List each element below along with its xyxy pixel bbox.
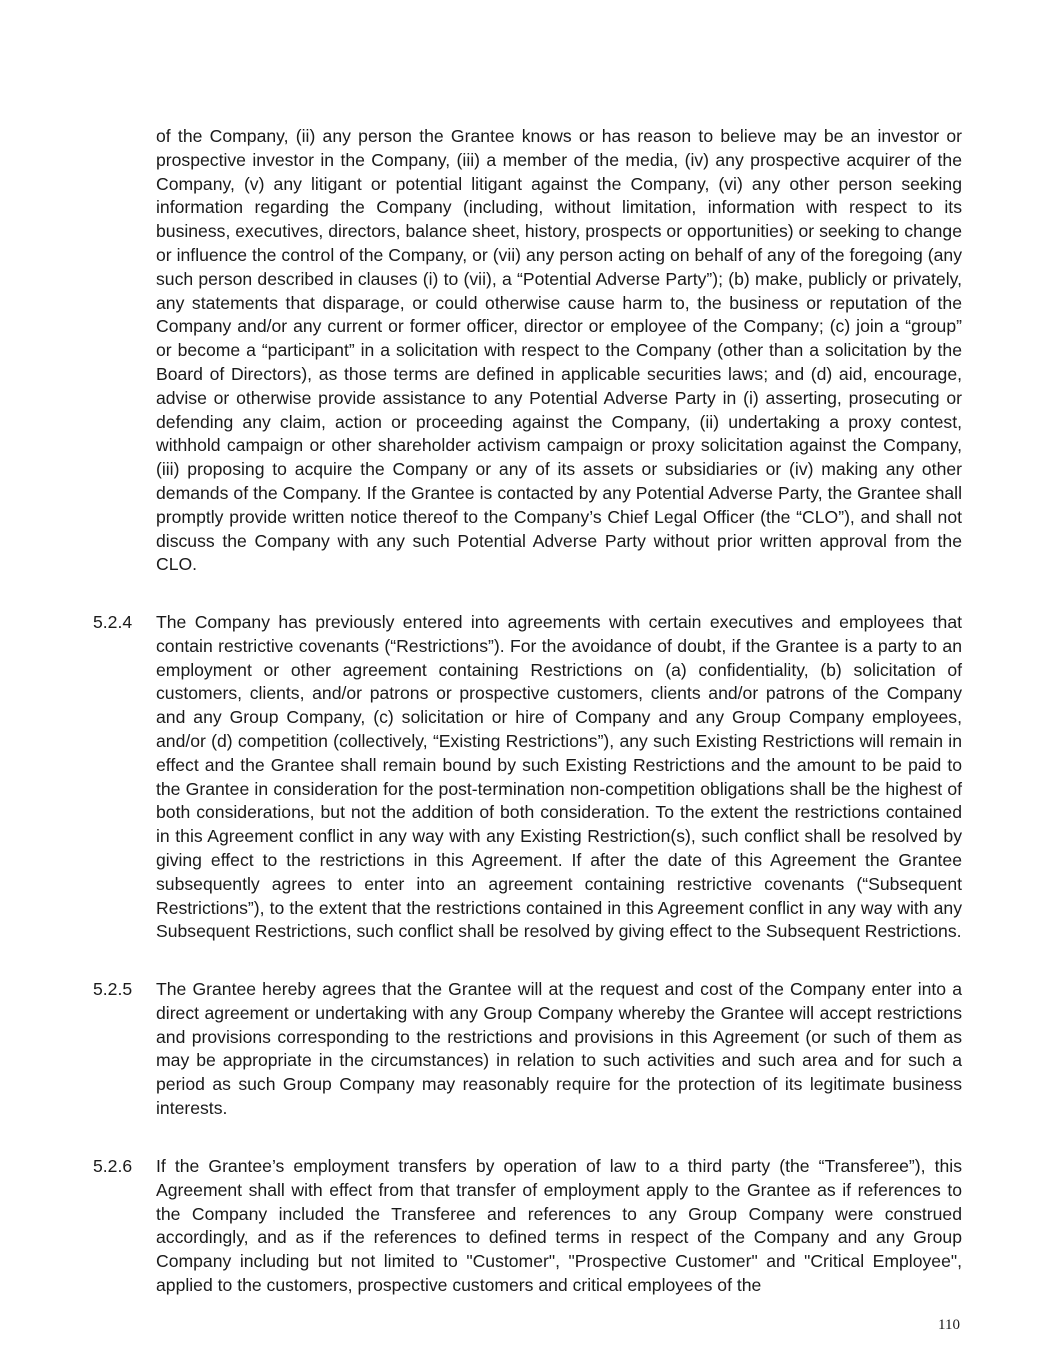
section-number-5-2-4: 5.2.4 [93,612,133,632]
section-5-2-5-text: The Grantee hereby agrees that the Grantee will at the request and cost of the Company enter into a direct agreement or undertaking with any Group Company whereby the Grantee will accept restrictions and provisions corresponding to the restrictions and provisions in this Agreement (or such of them as may be appropriate in the circumstances) in relation to such activities and such area and for such a period as such Group Company may reasonably require for the protection of its legitimate business interests. [156,979,962,1118]
section-5-2-6-text: If the Grantee’s employment transfers by operation of law to a third party (the “Transferee”), this Agreement shall with effect from that transfer of employment apply to the Grantee as if references to the Company included the Transferee and references to any Group Company were construed accordingly, and as if the references to defined terms in respect of the Company and any Group Company including but not limited to "Customer", "Prospective Customer" and "Critical Employee", applied to the customers, prospective customers and critical employees of the [156,1156,962,1295]
page-number: 110 [938,1317,960,1333]
section-number-5-2-5: 5.2.5 [93,979,133,999]
section-5-2-4-text: The Company has previously entered into agreements with certain executives and employees that contain restrictive covenants (“Restrictions”). For the avoidance of doubt, if the Grantee is a party to an employment or other agreement containing Restrictions on (a) confidentiality, (b) solicitation of customers, clients, and/or patrons or prospective customers, clients and/or patrons of the Company and any Group Company, (c) solicitation or hire of Company and any Group Company employees, and/or (d) competition (collectively, “Existing Restrictions”), any such Existing Restrictions will remain in effect and the Grantee shall remain bound by such Existing Restrictions and the amount to be paid to the Grantee in consideration for the post-termination non-competition obligations shall be the highest of both considerations, but not the addition of both consideration. To the extent the restrictions contained in this Agreement conflict in any way with any Existing Restriction(s), such conflict shall be resolved by giving effect to the restrictions in this Agreement. If after the date of this Agreement the Grantee subsequently agrees to enter into an agreement containing restrictive covenants (“Subsequent Restrictions”), to the extent that the restrictions contained in this Agreement conflict in any way with any Subsequent Restrictions, such conflict shall be resolved by giving effect to the Subsequent Restrictions. [156,612,962,942]
continuation-paragraph: of the Company, (ii) any person the Grantee knows or has reason to believe may be an investor or prospective investor in the Company, (iii) a member of the media, (iv) any prospective acquirer of the Company, (v) any litigant or potential litigant against the Company, (vi) any other person seeking information regarding the Company (including, without limitation, information with respect to its business, executives, directors, balance sheet, history, prospects or opportunities) or seeking to change or influence the control of the Company, or (vii) any person acting on behalf of any of the foregoing (any such person described in clauses (i) to (vii), a “Potential Adverse Party”); (b) make, publicly or privately, any statements that disparage, or could otherwise cause harm to, the business or reputation of the Company and/or any current or former officer, director or employee of the Company; (c) join a “group” or become a “participant” in a solicitation with respect to the Company (other than a solicitation by the Board of Directors), as those terms are defined in applicable securities laws; and (d) aid, encourage, advise or otherwise provide assistance to any Potential Adverse Party in (i) asserting, prosecuting or defending any claim, action or proceeding against the Company, (ii) undertaking a proxy contest, withhold campaign or other shareholder activism campaign or proxy solicitation against the Company, (iii) proposing to acquire the Company or any of its assets or subsidiaries or (iv) making any other demands of the Company. If the Grantee is contacted by any Potential Adverse Party, the Grantee shall promptly provide written notice thereof to the Company’s Chief Legal Officer (the “CLO”), and shall not discuss the Company with any such Potential Adverse Party without prior written approval from the CLO. [156,126,962,575]
section-number-5-2-6: 5.2.6 [93,1156,133,1176]
